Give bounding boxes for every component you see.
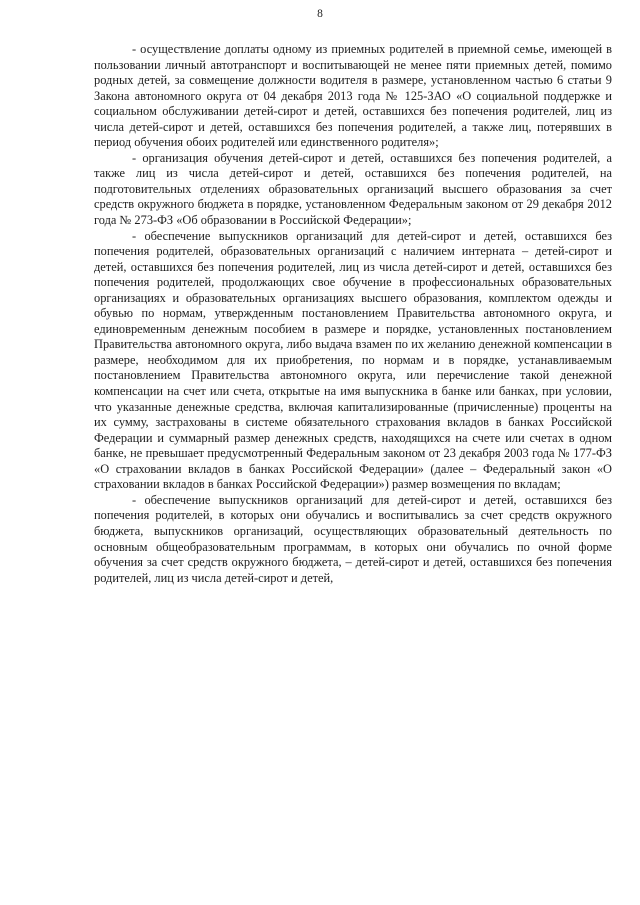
paragraph-vehicle-allowance: - осуществление доплаты одному из приемных родителей в приемной семье, имеющей в пользовании личный автотранспорт и воспитывающей не менее пяти приемных детей, помимо родных детей, за совмещение должности водителя в размере, установленном частью 6 статьи 9 Закона автономного округа от 04 декабря 2013 года № 125-ЗАО «О социальной поддержке и социальном обслуживании детей-сирот и детей, оставшихся без попечения родителей, лиц из числа детей-сирот и детей, оставшихся без попечения родителей, а также лиц, потерявших в период обучения обоих родителей или единственного родителя»; xyxy=(94,42,612,150)
paragraph-clothing-provision: - обеспечение выпускников организаций для детей-сирот и детей, оставшихся без попечения родителей, образовательных организаций с наличием интерната – детей-сирот и детей, оставшихся без попечения родителей, лиц из числа детей-сирот и детей, оставшихся без попечения родителей, продолжающих свое обучение в профессиональных образовательных организациях и образовательных организациях высшего образования, комплектом одежды и обувью по нормам, утвержденным постановлением Правительства автономного округа, и единовременным денежным пособием в размере и порядке, установленных постановлением Правительства автономного округа, либо выдача взамен по их желанию денежной компенсации в размере, необходимом для их приобретения, по нормам и в порядке, устанавливаемым постановлением Правительства автономного округа, или перечисление такой денежной компенсации на счет или счета, открытые на имя выпускника в банке или банках, при условии, что указанные денежные средства, включая капитализированные (причисленные) проценты на их сумму, застрахованы в системе обязательного страхования вкладов в банках Российской Федерации и суммарный размер денежных средств, находящихся на счете или счетах в одном банке, не превышает предусмотренный Федеральным законом от 23 декабря 2003 года № 177-ФЗ «О страховании вкладов в банках Российской Федерации» (далее – Федеральный закон «О страховании вкладов в банках Российской Федерации») размер возмещения по вкладам; xyxy=(94,228,612,492)
paragraph-graduate-provision: - обеспечение выпускников организаций для детей-сирот и детей, оставшихся без попечения родителей, в которых они обучались и воспитывались за счет средств окружного бюджета, выпускников организаций, осуществляющих образовательный деятельность по основным общеобразовательным программам, в которых они обучались по очной форме обучения за счет средств окружного бюджета, – детей-сирот и детей, оставшихся без попечения родителей, лиц из числа детей-сирот и детей, xyxy=(94,492,612,585)
document-body xyxy=(94,42,612,586)
page-number: 8 xyxy=(317,8,323,20)
paragraph-preparatory-education: - организация обучения детей-сирот и детей, оставшихся без попечения родителей, а также лиц из числа детей-сирот и детей, оставшихся без попечения родителей, на подготовительных отделениях образовательных организаций высшего образования за счет средств окружного бюджета в порядке, установленном Федеральным законом от 29 декабря 2012 года № 273-ФЗ «Об образовании в Российской Федерации»; xyxy=(94,150,612,228)
